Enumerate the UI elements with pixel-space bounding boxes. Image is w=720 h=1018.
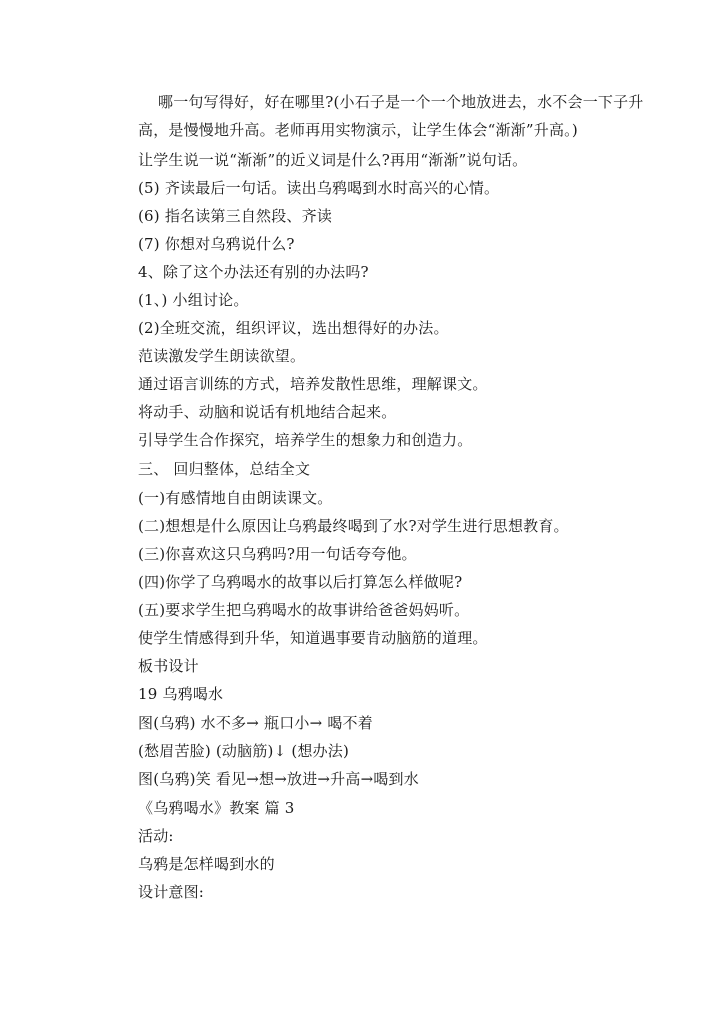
- text-line-9: (2)全班交流，组织评议，选出想得好的办法。: [138, 319, 449, 337]
- text-line-18: (四)你学了乌鸦喝水的故事以后打算怎么样做呢?: [138, 573, 463, 591]
- text-line-2: 高，是慢慢地升高。老师再用实物演示，让学生体会“渐渐”升高。): [138, 121, 578, 139]
- lesson-plan-heading: 《乌鸦喝水》教案 篇 3: [138, 799, 295, 817]
- text-line-12: 将动手、动脑和说话有机地结合起来。: [138, 403, 397, 421]
- text-line-1: 哪一句写得好，好在哪里?(小石子是一个一个地放进去，水不会一下子升: [158, 93, 644, 111]
- activity-title: 乌鸦是怎样喝到水的: [138, 855, 275, 873]
- board-line-2: (愁眉苦脸) (动脑筋)↓ (想办法): [138, 742, 350, 760]
- text-line-3: 让学生说一说“渐渐”的近义词是什么?再用“渐渐”说句话。: [138, 151, 528, 169]
- text-line-20: 使学生情感得到升华，知道遇事要肯动脑筋的道理。: [138, 629, 488, 647]
- text-line-15: (一)有感情地自由朗读课文。: [138, 489, 333, 507]
- activity-label: 活动:: [138, 827, 174, 845]
- text-line-19: (五)要求学生把乌鸦喝水的故事讲给爸爸妈妈听。: [138, 601, 470, 619]
- design-intent-label: 设计意图:: [138, 883, 205, 901]
- board-line-3: 图(乌鸦)笑 看见→想→放进→升高→喝到水: [138, 770, 419, 788]
- text-line-16: (二)想想是什么原因让乌鸦最终喝到了水?对学生进行思想教育。: [138, 517, 569, 535]
- text-line-10: 范读激发学生朗读欲望。: [138, 347, 306, 365]
- text-line-5: (6) 指名读第三自然段、齐读: [138, 207, 333, 225]
- text-line-7: 4、除了这个办法还有别的办法吗?: [138, 263, 369, 281]
- section-heading: 三、 回归整体，总结全文: [138, 460, 311, 478]
- lesson-title: 19 乌鸦喝水: [138, 685, 224, 703]
- text-line-13: 引导学生合作探究，培养学生的想象力和创造力。: [138, 431, 473, 449]
- text-line-17: (三)你喜欢这只乌鸦吗?用一句话夸夸他。: [138, 545, 417, 563]
- text-line-11: 通过语言训练的方式，培养发散性思维，理解课文。: [138, 375, 488, 393]
- text-line-6: (7) 你想对乌鸦说什么?: [138, 235, 295, 253]
- text-line-4: (5) 齐读最后一句话。读出乌鸦喝到水时高兴的心情。: [138, 179, 500, 197]
- board-design-heading: 板书设计: [138, 657, 199, 675]
- board-line-1: 图(乌鸦) 水不多→ 瓶口小→ 喝不着: [138, 714, 373, 732]
- text-line-8: (1、) 小组讨论。: [138, 291, 249, 309]
